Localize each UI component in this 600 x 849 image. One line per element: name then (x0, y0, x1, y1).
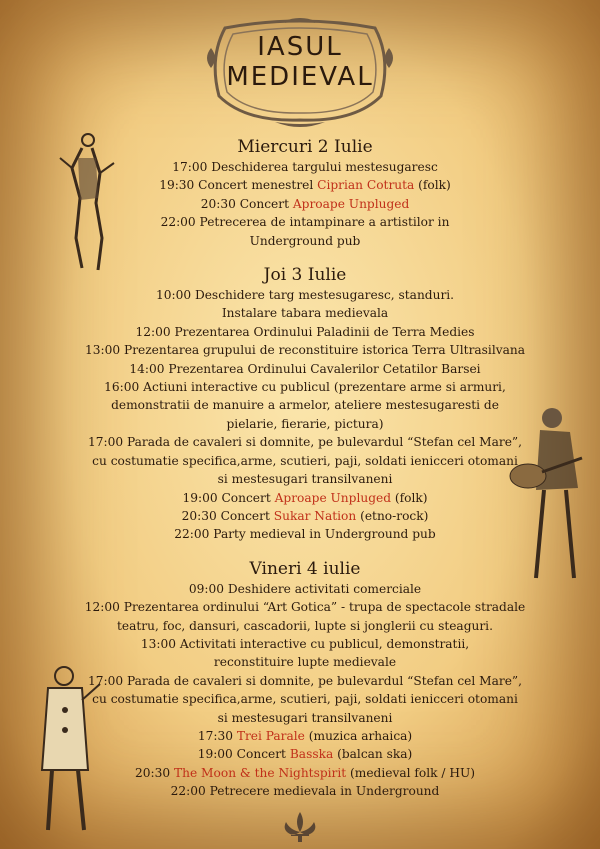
schedule-text: 22:00 Party medieval in Underground pub (174, 527, 436, 542)
title-block (205, 18, 395, 130)
performer-name: Basska (289, 747, 334, 762)
schedule-line (40, 489, 570, 507)
schedule-text: si mestesugari transilvaneni (217, 472, 393, 487)
day-section (40, 558, 570, 801)
performer-name: Ciprian Cotruta (317, 178, 415, 193)
schedule-text: 20:30 Concert (200, 196, 293, 211)
schedule-text: 22:00 Petrecere medievala in Underground (170, 784, 440, 799)
title-line-1: IASUL (257, 32, 343, 62)
performer-name: The Moon & the Nightspirit (173, 765, 347, 780)
schedule-text: 22:00 Petrecerea de intampinare a artistilor in (160, 215, 450, 230)
day-section (40, 136, 570, 250)
performer-name: Aproape Unpluged (292, 196, 410, 211)
schedule-text: 17:00 Parada de cavaleri si domnite, pe bulevardul “Stefan cel Mare”, (87, 673, 523, 688)
schedule-text: cu costumatie specifica,arme, scutieri, paji, soldati ienicceri otomani (92, 453, 518, 468)
schedule-line (40, 232, 570, 250)
schedule-text: 19:00 Concert (197, 747, 290, 762)
schedule-line (40, 341, 570, 359)
schedule-line (40, 745, 570, 763)
schedule-text: (folk) (414, 178, 451, 193)
schedule-text: demonstratii de manuire a armelor, ateliere mestesugaresti de (111, 398, 499, 413)
schedule-text: 20:30 Concert (181, 508, 274, 523)
festival-program (40, 136, 570, 815)
performer-name: Sukar Nation (273, 508, 357, 523)
schedule-text: 17:00 Deschiderea targului mestesugaresc (172, 160, 438, 174)
schedule-text: (medieval folk / HU) (346, 765, 476, 780)
schedule-line (40, 764, 570, 782)
schedule-line (40, 433, 570, 451)
schedule-text: (balcan ska) (333, 747, 413, 762)
schedule-text: 19:00 Concert (182, 490, 275, 505)
day-section (40, 264, 570, 544)
performer-name: Trei Parale (236, 728, 305, 743)
schedule-text: Instalare tabara medievala (221, 306, 389, 321)
schedule-line (40, 396, 570, 414)
schedule-text: 19:30 Concert menestrel (159, 178, 318, 193)
schedule-line (40, 452, 570, 470)
schedule-line (40, 507, 570, 525)
schedule-text: (folk) (391, 490, 428, 505)
schedule-line (40, 672, 570, 690)
schedule-line (40, 158, 570, 176)
schedule-line (40, 360, 570, 378)
schedule-line (40, 580, 570, 598)
fleur-de-lis-icon (281, 810, 319, 844)
schedule-line (40, 598, 570, 616)
schedule-line (40, 415, 570, 433)
schedule-text: 17:00 Parada de cavaleri si domnite, pe bulevardul “Stefan cel Mare”, (87, 435, 523, 450)
schedule-text: Underground pub (249, 233, 361, 248)
schedule-text: 09:00 Deshidere activitati comerciale (188, 581, 422, 596)
schedule-line (40, 635, 570, 653)
schedule-text: 12:00 Prezentarea ordinului “Art Gotica” - trupa de spectacole stradale (84, 600, 526, 615)
schedule-line (40, 782, 570, 800)
schedule-line (40, 525, 570, 543)
schedule-text: si mestesugari transilvaneni (217, 710, 393, 725)
schedule-line (40, 286, 570, 304)
schedule-line (40, 213, 570, 231)
schedule-line (40, 323, 570, 341)
schedule-line (40, 617, 570, 635)
schedule-text: (etno-rock) (356, 508, 429, 523)
schedule-text: 13:00 Prezentarea grupului de reconstituire istorica Terra Ultrasilvana (85, 343, 525, 358)
day-title: Vineri 4 iulie (249, 558, 361, 579)
schedule-text: 17:30 (197, 728, 237, 743)
day-title: Joi 3 Iulie (263, 265, 347, 286)
schedule-text: pielarie, fierarie, pictura) (226, 416, 384, 431)
schedule-line (40, 195, 570, 213)
schedule-line (40, 709, 570, 727)
schedule-line (40, 176, 570, 194)
schedule-text: 16:00 Actiuni interactive cu publicul (prezentare arme si armuri, (104, 380, 506, 395)
schedule-text: teatru, foc, dansuri, cascadorii, lupte si jonglerii cu steaguri. (117, 618, 493, 633)
schedule-text: 10:00 Deschidere targ mestesugaresc, standuri. (155, 288, 455, 303)
performer-name: Aproape Unpluged (274, 490, 392, 505)
schedule-text: 12:00 Prezentarea Ordinului Paladinii de Terra Medies (135, 324, 475, 339)
schedule-line (40, 653, 570, 671)
schedule-text: 14:00 Prezentarea Ordinului Cavalerilor Cetatilor Barsei (129, 361, 481, 376)
schedule-line (40, 470, 570, 488)
schedule-line (40, 690, 570, 708)
title-line-2: MEDIEVAL (226, 62, 374, 92)
schedule-line (40, 378, 570, 396)
schedule-line (40, 727, 570, 745)
schedule-text: cu costumatie specifica,arme, scutieri, paji, soldati ienicceri otomani (92, 692, 518, 707)
schedule-text: 13:00 Activitati interactive cu publicul, demonstratii, (140, 636, 470, 651)
schedule-text: reconstituire lupte medievale (213, 655, 397, 670)
day-title: Miercuri 2 Iulie (237, 137, 373, 157)
schedule-text: (muzica arhaica) (304, 728, 413, 743)
schedule-text: 20:30 (134, 765, 174, 780)
schedule-line (40, 304, 570, 322)
